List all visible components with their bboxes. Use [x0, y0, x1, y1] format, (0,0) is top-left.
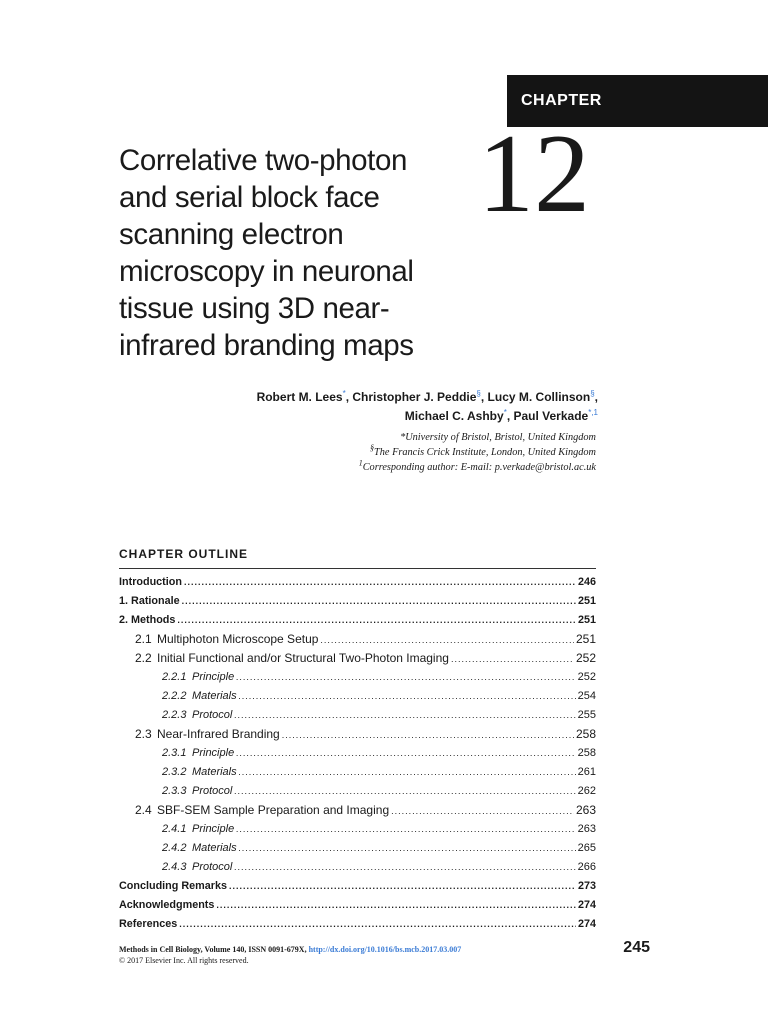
affiliation-mark: §: [370, 443, 375, 453]
toc-entry[interactable]: [119, 649, 596, 668]
chapter-number: 12: [478, 112, 590, 236]
toc-entry-title: Principle: [192, 823, 235, 835]
copyright: © 2017 Elsevier Inc. All rights reserved.: [119, 956, 249, 965]
author-mark[interactable]: *,1: [588, 408, 598, 417]
affiliation-text: *University of Bristol, Bristol, United Kingdom: [400, 432, 596, 443]
toc-dot-leader: [236, 668, 575, 687]
toc-dot-leader: [391, 802, 574, 820]
title-line: microscopy in neuronal: [119, 255, 414, 288]
toc-entry-page: 252: [577, 671, 596, 683]
toc-entry-title: Concluding Remarks: [119, 880, 227, 892]
author-mark[interactable]: *: [342, 389, 346, 398]
toc-entry-number: 2.3.3: [162, 785, 187, 797]
toc-entry-title: Near-Infrared Branding: [157, 727, 280, 741]
toc-entry[interactable]: [119, 687, 596, 706]
toc-entry[interactable]: [119, 858, 596, 877]
toc-entry-page: 246: [577, 576, 596, 588]
toc-entry-title: Introduction: [119, 576, 182, 588]
author-line-1: [257, 388, 598, 407]
toc-entry-label: [119, 877, 227, 896]
toc-dot-leader: [236, 820, 575, 839]
toc-entry-page: 252: [575, 651, 596, 665]
affiliation-mark: 1: [358, 458, 363, 468]
toc-entry-page: 263: [575, 803, 596, 817]
author-mark[interactable]: §: [476, 389, 481, 398]
toc-entry-label: [162, 858, 232, 877]
title-line: Correlative two-photon: [119, 144, 407, 177]
toc-entry-number: 2.2: [135, 651, 152, 665]
toc-entry[interactable]: [119, 744, 596, 763]
toc-entry[interactable]: [119, 592, 596, 611]
toc-dot-leader: [451, 650, 574, 668]
toc-entry-page: 261: [577, 766, 596, 778]
footer-citation: [119, 944, 461, 966]
toc-dot-leader: [236, 744, 575, 763]
toc-entry-label: [119, 611, 175, 630]
toc-entry-label: [162, 668, 234, 687]
toc-dot-leader: [239, 687, 576, 706]
toc-entry-number: 2.3.1: [162, 747, 187, 759]
toc-entry-title: Principle: [192, 671, 235, 683]
author-separator: ,: [480, 390, 488, 404]
toc-dot-leader: [234, 706, 575, 725]
toc-dot-leader: [179, 915, 576, 934]
title-line: and serial block face: [119, 181, 380, 214]
toc-entry-label: [119, 896, 214, 915]
toc-entry[interactable]: [119, 782, 596, 801]
toc-entry-label: [119, 573, 182, 592]
toc-dot-leader: [282, 726, 574, 744]
journal-info: Methods in Cell Biology, Volume 140, ISSN 0091-679X,: [119, 945, 307, 954]
toc-dot-leader: [234, 858, 575, 877]
toc-entry-label: [162, 782, 232, 801]
author-list: [257, 388, 598, 426]
author-mark[interactable]: §: [590, 389, 595, 398]
title-line: infrared branding maps: [119, 329, 414, 362]
toc-entry-title: Protocol: [192, 785, 233, 797]
author-name: Michael C. Ashby: [404, 409, 504, 423]
toc-entry[interactable]: [119, 915, 596, 934]
title-line: scanning electron: [119, 218, 344, 251]
toc-entry[interactable]: [119, 801, 596, 820]
toc-entry-title: Materials: [192, 766, 237, 778]
toc-entry-page: 255: [577, 709, 596, 721]
toc-entry-title: Protocol: [192, 861, 233, 873]
toc-entry-number: 2.3: [135, 727, 152, 741]
author-separator: ,: [345, 390, 353, 404]
toc-dot-leader: [239, 763, 576, 782]
toc-entry-number: 2.2.2: [162, 690, 187, 702]
toc-entry-page: 251: [577, 595, 596, 607]
doi-link[interactable]: http://dx.doi.org/10.1016/bs.mcb.2017.03.007: [308, 945, 462, 954]
affiliation: [359, 430, 596, 445]
toc-entry[interactable]: [119, 573, 596, 592]
toc-entry-page: 273: [577, 880, 596, 892]
toc-entry-page: 258: [575, 727, 596, 741]
footer-line: [119, 944, 461, 955]
toc-dot-leader: [320, 631, 574, 649]
toc-entry-label: [162, 820, 234, 839]
author-name: Christopher J. Peddie: [352, 390, 477, 404]
toc-entry-title: Materials: [192, 690, 237, 702]
toc-entry-page: 254: [577, 690, 596, 702]
title-line: tissue using 3D near-: [119, 292, 390, 325]
affiliation-text: The Francis Crick Institute, London, United Kingdom: [374, 447, 596, 458]
toc-dot-leader: [239, 839, 576, 858]
affiliation-text: Corresponding author: E-mail: p.verkade@bristol.ac.uk: [362, 462, 596, 473]
toc-entry[interactable]: [119, 820, 596, 839]
affiliation: [359, 460, 596, 475]
toc-entry-label: [162, 687, 237, 706]
table-of-contents: [119, 573, 596, 934]
toc-entry-label: [119, 915, 177, 934]
toc-entry[interactable]: [119, 877, 596, 896]
outline-divider: [119, 568, 596, 569]
toc-entry-title: SBF-SEM Sample Preparation and Imaging: [157, 803, 390, 817]
toc-entry[interactable]: [119, 668, 596, 687]
toc-entry-page: 274: [577, 918, 596, 930]
toc-entry-number: 2.1: [135, 632, 152, 646]
toc-entry-number: 2.2.1: [162, 671, 187, 683]
toc-entry[interactable]: [119, 611, 596, 630]
toc-entry[interactable]: [119, 630, 596, 649]
toc-entry-page: 251: [577, 614, 596, 626]
toc-entry-label: [135, 801, 389, 820]
toc-entry-title: Multiphoton Microscope Setup: [157, 632, 319, 646]
toc-entry-number: 2.4.1: [162, 823, 187, 835]
chapter-title: [119, 142, 479, 364]
toc-entry-title: Materials: [192, 842, 237, 854]
toc-entry-page: 262: [577, 785, 596, 797]
toc-dot-leader: [184, 573, 576, 592]
author-name: Paul Verkade: [513, 409, 589, 423]
toc-entry-page: 266: [577, 861, 596, 873]
toc-entry-title: Acknowledgments: [119, 899, 215, 911]
toc-entry-number: 2.4.3: [162, 861, 187, 873]
toc-entry-number: 2.4.2: [162, 842, 187, 854]
toc-entry-title: Protocol: [192, 709, 233, 721]
toc-dot-leader: [229, 877, 576, 896]
toc-entry-number: 2.4: [135, 803, 152, 817]
author-name: Robert M. Lees: [256, 390, 343, 404]
toc-entry-label: [162, 763, 237, 782]
toc-entry-number: 2.2.3: [162, 709, 187, 721]
toc-entry-page: 258: [577, 747, 596, 759]
toc-entry-page: 274: [577, 899, 596, 911]
toc-dot-leader: [177, 611, 576, 630]
author-line-2: [257, 407, 598, 426]
toc-entry[interactable]: [119, 706, 596, 725]
toc-entry[interactable]: [119, 839, 596, 858]
toc-entry-title: Principle: [192, 747, 235, 759]
toc-entry-page: 263: [577, 823, 596, 835]
toc-entry-label: [135, 725, 280, 744]
toc-entry-number: 1.: [119, 595, 129, 607]
toc-entry-title: Rationale: [131, 595, 180, 607]
toc-entry-number: 2.: [119, 614, 129, 626]
toc-dot-leader: [182, 592, 576, 611]
toc-entry[interactable]: [119, 725, 596, 744]
toc-entry-label: [135, 649, 449, 668]
toc-entry[interactable]: [119, 896, 596, 915]
toc-entry-number: 2.3.2: [162, 766, 187, 778]
author-separator: ,: [506, 409, 514, 423]
page-number: 245: [623, 939, 650, 956]
chapter-label: CHAPTER: [521, 92, 602, 109]
toc-entry-title: Initial Functional and/or Structural Two-Photon Imaging: [157, 651, 449, 665]
toc-entry-title: References: [119, 918, 178, 930]
toc-entry-label: [162, 839, 237, 858]
toc-dot-leader: [234, 782, 575, 801]
outline-heading: CHAPTER OUTLINE: [119, 547, 248, 561]
author-separator: ,: [594, 390, 598, 404]
affiliations: [359, 430, 596, 475]
toc-entry-page: 251: [575, 632, 596, 646]
author-name: Lucy M. Collinson: [487, 390, 591, 404]
toc-entry-label: [162, 744, 234, 763]
toc-entry[interactable]: [119, 763, 596, 782]
toc-entry-title: Methods: [131, 614, 176, 626]
affiliation: [359, 445, 596, 460]
toc-entry-label: [135, 630, 318, 649]
toc-entry-page: 265: [577, 842, 596, 854]
author-mark[interactable]: *: [503, 408, 507, 417]
toc-dot-leader: [216, 896, 576, 915]
toc-entry-label: [119, 592, 180, 611]
toc-entry-label: [162, 706, 232, 725]
